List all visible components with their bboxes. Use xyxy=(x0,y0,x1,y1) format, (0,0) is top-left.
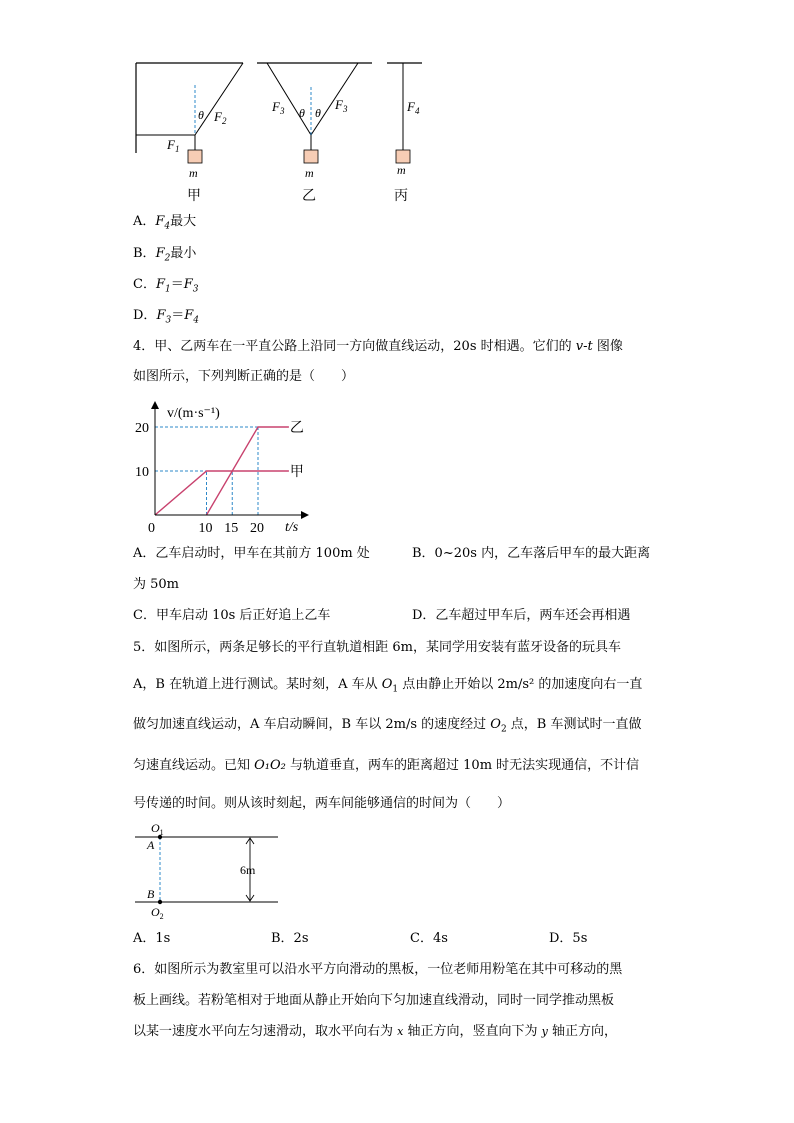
figure-yi xyxy=(257,63,372,204)
x-axis-label: t/s xyxy=(285,520,299,535)
q5-option-c[interactable]: C．4s xyxy=(410,931,448,946)
origin-label: 0 xyxy=(148,521,155,535)
figure-bing xyxy=(387,63,422,204)
svg-text:F1: $F_1$ xyxy=(167,137,180,154)
q4-vt-chart xyxy=(135,395,315,535)
label-bing: 丙 xyxy=(394,189,408,204)
svg-text:m: m xyxy=(305,166,314,180)
q3-option-c[interactable]: C．$F_1=F_3$ xyxy=(133,277,199,295)
figure-jia xyxy=(136,63,243,204)
svg-text:θ: θ xyxy=(299,106,305,120)
svg-text:O1: $O_1$ xyxy=(151,821,164,837)
label-6m: 6m xyxy=(240,863,256,877)
svg-text:m: m xyxy=(397,163,406,177)
jia-theta: θ xyxy=(198,108,204,122)
q6-stem-line1: 6．如图所示为教室里可以沿水平方向滑动的黑板，一位老师用粉笔在其中可移动的黑 xyxy=(133,962,623,977)
q5-stem-line4: 匀速直线运动。已知 O₁O₂ 与轨道垂直，两车的距离超过 10m 时无法实现通信，不计信 xyxy=(133,758,640,773)
q3-force-figure xyxy=(125,55,435,210)
q4-option-c[interactable]: C．甲车启动 10s 后正好追上乙车 xyxy=(133,608,331,623)
svg-text:F3: $F_3$ xyxy=(335,97,348,114)
label-jia: 甲 xyxy=(187,189,201,204)
q5-option-d[interactable]: D．5s xyxy=(549,931,588,946)
q5-stem-line5: 号传递的时间。则从该时刻起，两车间能够通信的时间为（ ） xyxy=(133,796,511,811)
q5-stem-line3: 做匀加速直线运动，A 车启动瞬间，B 车以 2m/s 的速度经过 $O_2$ 点，B 车测试时一直做 xyxy=(133,717,642,735)
q3-option-a[interactable]: A．$F_4$最大 xyxy=(133,214,197,232)
svg-text:θ: θ xyxy=(315,106,321,120)
q5-option-a[interactable]: A．1s xyxy=(133,931,171,946)
q4-option-b-cont: 为 50m xyxy=(133,577,180,592)
q3-option-d[interactable]: D．$F_3=F_4$ xyxy=(133,308,199,326)
q5-option-b[interactable]: B．2s xyxy=(271,931,309,946)
svg-text:F2: $F_2$ xyxy=(214,109,227,126)
svg-text:F3: $F_3$ xyxy=(272,99,285,116)
q4-option-b[interactable]: B．0~20s 内，乙车落后甲车的最大距离 xyxy=(412,546,651,561)
q4-stem-line2: 如图所示，下列判断正确的是（ ） xyxy=(133,369,355,384)
x-tick-label: 10 xyxy=(198,521,213,535)
x-tick-label: 15 xyxy=(224,521,239,535)
label-b: B xyxy=(147,887,155,901)
q3-option-b[interactable]: B．$F_2$最小 xyxy=(133,246,197,264)
q5-track-figure xyxy=(130,818,290,922)
label-yi: 乙 xyxy=(302,189,316,204)
q5-stem-line2: A，B 在轨道上进行测试。某时刻，A 车从 $O_1$ 点由静止开始以 2m/s² 的加速度向右一直 xyxy=(133,677,643,695)
q4-option-a[interactable]: A．乙车启动时，甲车在其前方 100m 处 xyxy=(133,546,370,561)
svg-text:F4: $F_4$ xyxy=(407,99,420,116)
label-a: A xyxy=(147,838,155,852)
series-label-1: 乙 xyxy=(289,421,304,436)
y-tick-label: 20 xyxy=(135,421,149,436)
y-axis-label: v/(m·s⁻¹) xyxy=(167,406,220,421)
series-label-0: 甲 xyxy=(289,465,304,480)
svg-text:m: m xyxy=(189,166,198,180)
q4-stem-line1: 4．甲、乙两车在一平直公路上沿同一方向做直线运动，20s 时相遇。它们的 v-t 图像 xyxy=(133,339,623,354)
q5-stem-line1: 5．如图所示，两条足够长的平行直轨道相距 6m，某同学用安装有蓝牙设备的玩具车 xyxy=(133,640,622,655)
y-tick-label: 10 xyxy=(135,465,149,480)
q6-stem-line2: 板上画线。若粉笔相对于地面从静止开始向下匀加速直线滑动，同时一同学推动黑板 xyxy=(133,993,615,1008)
q6-stem-line3: 以某一速度水平向左匀速滑动，取水平向右为 x 轴正方向，竖直向下为 y 轴正方向， xyxy=(133,1024,617,1039)
x-tick-label: 20 xyxy=(250,521,264,535)
series-line-0 xyxy=(155,471,289,515)
svg-text:O2: $O_2$ xyxy=(151,905,164,921)
q4-option-d[interactable]: D．乙车超过甲车后，两车还会再相遇 xyxy=(412,608,631,623)
